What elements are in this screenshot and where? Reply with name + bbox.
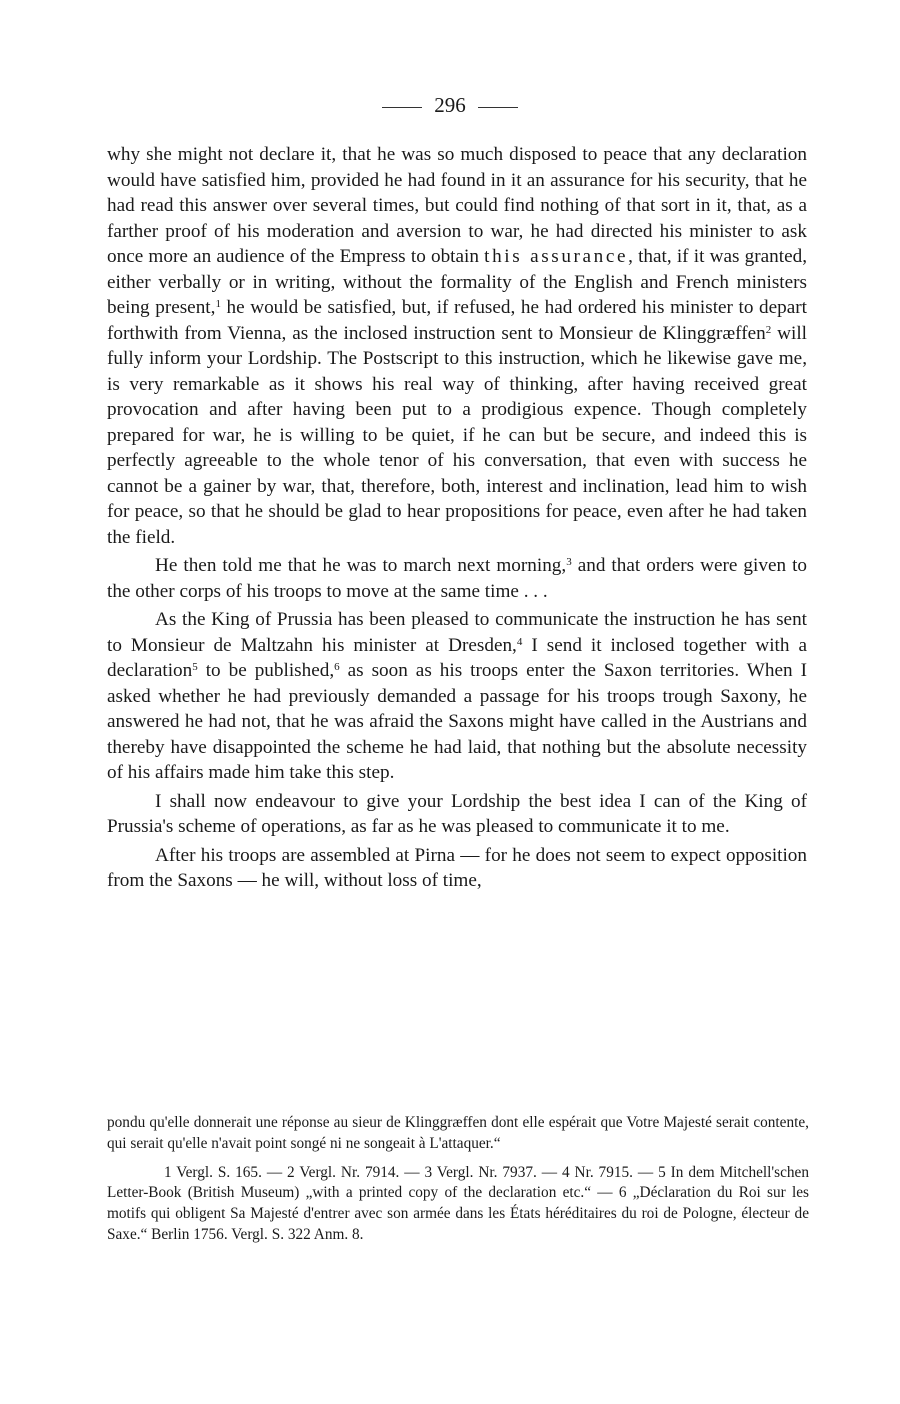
paragraph-1-part-c: he would be satisfied, but, if refused, he had ordered his minister to depart forthwith from Vienna, as the inclosed instruction sent to Monsieur de Klinggræffen (107, 297, 807, 344)
paragraph-1-part-b: , that, if it was granted, either verbally or in writing, without the formality of the English and French ministers being present, (107, 246, 807, 318)
main-text (107, 142, 807, 897)
footnote-marker-2: 2 (765, 323, 772, 336)
footnote-marker-6: 6 (334, 661, 340, 673)
paragraph-3-part-d: as soon as his troops enter the Saxon territories. When I asked whether he had previously demanded a passage for his troops trough Saxony, he answered he had not, that he was afraid the Saxons might have called in the Austrians and thereby have disappointed the scheme he had laid, that nothing but the absolute necessity of his affairs made him take this step. (107, 660, 807, 783)
paragraph-1 (107, 142, 807, 550)
header-rule-left (382, 107, 422, 108)
paragraph-4: I shall now endeavour to give your Lordship the best idea I can of the King of Prussia's scheme of operations, as far as he was pleased to communicate it to me. (107, 790, 807, 837)
page-number: 296 (434, 93, 466, 117)
footnote-marker-4: 4 (516, 635, 523, 648)
paragraph-1-part-d: will fully inform your Lordship. The Postscript to this instruction, which he likewise gave me, is very remarkable as it shows his real way of thinking, after having received great provocation and after having been put to a prodigious expence. Though completely prepared for war, he is willing to be quiet, if he can but be secure, and indeed this is perfectly agreeable to the whole tenor of his conversation, that even with success he cannot be a gainer by war, that, therefore, both, interest and inclination, lead him to wish for peace, so that he should be glad to hear propositions for peace, even after he had taken the field. (107, 322, 807, 548)
paragraph-3 (107, 607, 807, 786)
footnote-continuation: pondu qu'elle donnerait une réponse au sieur de Klinggræffen dont elle espérait que Votre Majesté serait contente, qui serait qu'elle n'avait point songé ni ne songeait à L'attaquer.“ (107, 1114, 809, 1152)
footnote-marker-3: 3 (566, 556, 572, 568)
footnote-references: 1 Vergl. S. 165. — 2 Vergl. Nr. 7914. — 3 Vergl. Nr. 7937. — 4 Nr. 7915. — 5 In dem Mitchell'schen Letter-Book (British Museum) „with a printed copy of the declaration etc.“ — 6 „Déclaration du Roi sur les motifs qui obligent Sa Majesté d'entrer avec son armée dans les États héréditaires du roi de Pologne, électeur de Saxe.“ Berlin 1756. Vergl. S. 322 Anm. 8. (107, 1163, 809, 1243)
footnote-marker-1: 1 (215, 298, 221, 310)
header-rule-right (478, 107, 518, 108)
paragraph-2-part-a: He then told me that he was to march next morning, (155, 555, 567, 576)
footnote-marker-5: 5 (192, 661, 198, 673)
paragraph-3-part-b: I send it inclosed together with a declaration (107, 634, 807, 681)
spaced-emphasis: this assurance (484, 246, 629, 267)
footnotes (107, 1113, 809, 1254)
paragraph-2-part-b: and that orders were given to the other corps of his troops to move at the same time . . . (107, 555, 807, 602)
paragraph-3-part-a: As the King of Prussia has been pleased to communicate the instruction he has sent to Monsieur de Maltzahn his minister at Dresden, (107, 609, 807, 656)
paragraph-3-part-c: to be published, (197, 660, 335, 681)
paragraph-2 (107, 553, 807, 604)
paragraph-5: After his troops are assembled at Pirna — for he does not seem to expect opposition from the Saxons — he will, without loss of time, (107, 844, 807, 891)
paragraph-1-part-a: why she might not declare it, that he was so much disposed to peace that any declaration would have satisfied him, provided he had found in it an assurance for his security, that he had read this answer over several times, but could find nothing of that sort in it, that, as a farther proof of his moderation and aversion to war, he had directed his minister to ask once more an audience of the Empress to obtain (107, 144, 807, 267)
page-header (0, 92, 900, 118)
